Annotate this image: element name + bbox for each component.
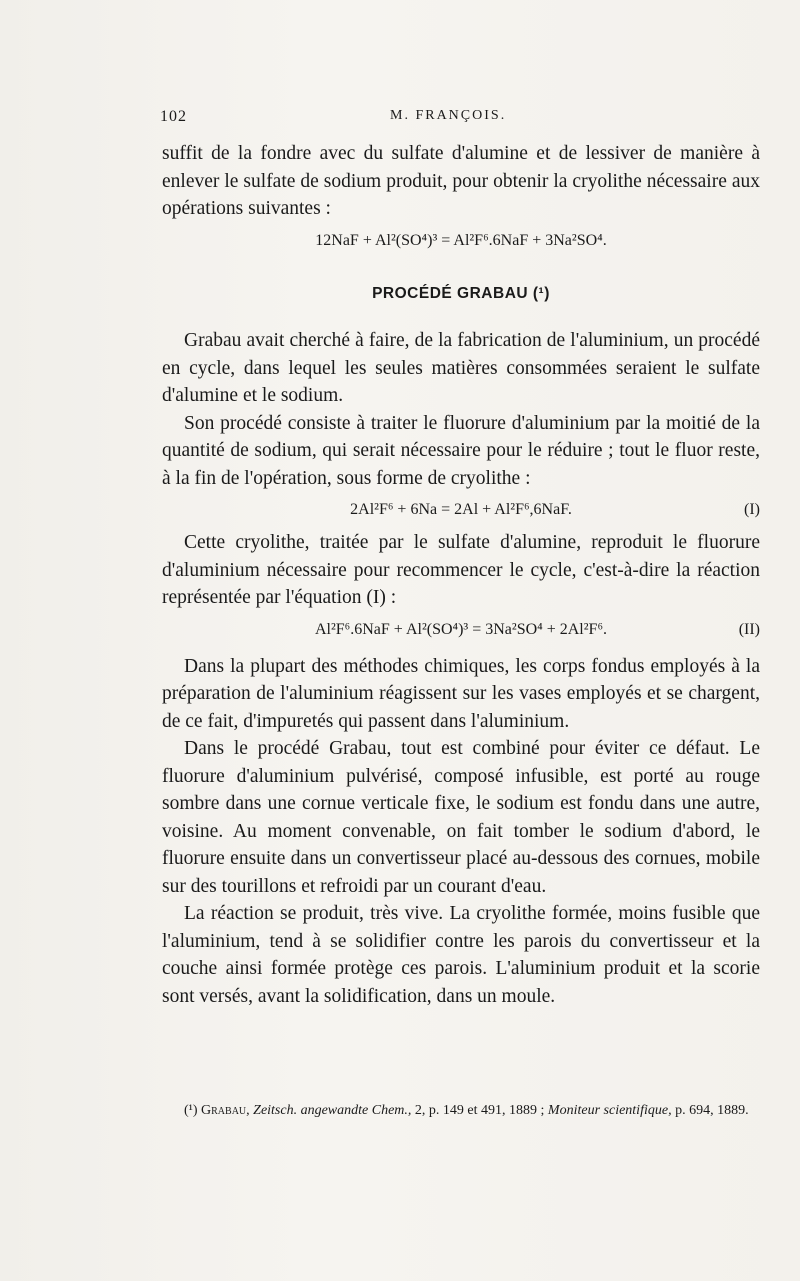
section-heading [162,280,760,308]
footnote-mark: (¹) [184,1103,198,1118]
equation-2-text: Al²F⁶.6NaF + Al²(SO⁴)³ = 3Na²SO⁴ + 2Al²F⁶. [314,620,608,638]
equation-1-text: 2Al²F⁶ + 6Na = 2Al + Al²F⁶,6NaF. [350,501,572,518]
equation-2-number: (II) [738,620,760,638]
paragraph-3: Son procédé consiste à traiter le fluorure d'aluminium par la moitié de la quantité de sodium, qui serait nécessaire pour le réduire ; tout le fluor reste, à la fin de l'opération, sous forme de cryolithe : [162,412,760,489]
equation-1-number: (I) [744,501,760,518]
footnote-text [162,1100,760,1121]
footnote-ref2: p. 694, 1889. [675,1103,749,1118]
paragraph-6: Dans le procédé Grabau, tout est combiné pour éviter ce défaut. Le fluorure d'aluminium pulvérisé, composé infusible, est porté au rouge sombre dans une cornue verticale fixe, le sodium est fondu dans une autre, voisine. Au moment convenable, on fait tomber le sodium d'abord, le fluorure ensuite dans un convertisseur placé au-dessous des cornues, mobile sur des tourillons et refroidi par un courant d'eau. [162,738,760,897]
paragraph-5: Dans la plupart des méthodes chimiques, les corps fondus employés à la préparation de l'aluminium réagissent sur les vases employés et se chargent, de ce fait, d'impuretés qui passent dans l'aluminium. [162,655,760,732]
footnote-author: Grabau, [201,1103,250,1118]
page-header [160,108,760,130]
equation-0 [162,227,760,254]
paragraph-2: Grabau avait cherché à faire, de la fabrication de l'aluminium, un procédé en cycle, dans lequel les seules matières consommées seraient le sulfate d'alumine et le sodium. [162,330,760,406]
paragraph-4: Cette cryolithe, traitée par le sulfate d'alumine, reproduit le fluorure d'aluminium nécessaire pour recommencer le cycle, c'est-à-dire la réaction représentée par l'équation (I) : [162,532,760,608]
paragraph-1: suffit de la fondre avec du sulfate d'alumine et de lessiver de manière à enlever le sulfate de sodium produit, pour obtenir la cryolithe nécessaire aux opérations suivantes : [162,143,760,219]
footnote-ref1: 2, p. 149 et 491, 1889 ; [414,1103,545,1118]
section-heading-footnote-ref: (¹) [532,284,550,302]
footnote [162,1100,760,1121]
equation-1 [162,496,760,523]
equation-2 [162,616,760,643]
footnote-journal: Zeitsch. angewandte Chem., [253,1103,412,1118]
equation-0-text: 12NaF + Al²(SO⁴)³ = Al²F⁶.6NaF + 3Na²SO⁴. [315,231,607,249]
body-text [162,140,760,1010]
footnote-journal2: Moniteur scientifique, [547,1103,672,1118]
section-heading-text: PROCÉDÉ GRABAU [372,284,529,302]
page-number: 102 [160,108,187,125]
paragraph-7: La réaction se produit, très vive. La cryolithe formée, moins fusible que l'aluminium, tend à se solidifier contre les parois du convertisseur et la couche ainsi formée protège ces parois. L'aluminium produit et la scorie sont versés, avant la solidification, dans un moule. [162,903,760,1007]
running-head: M. FRANÇOIS. [390,108,507,123]
